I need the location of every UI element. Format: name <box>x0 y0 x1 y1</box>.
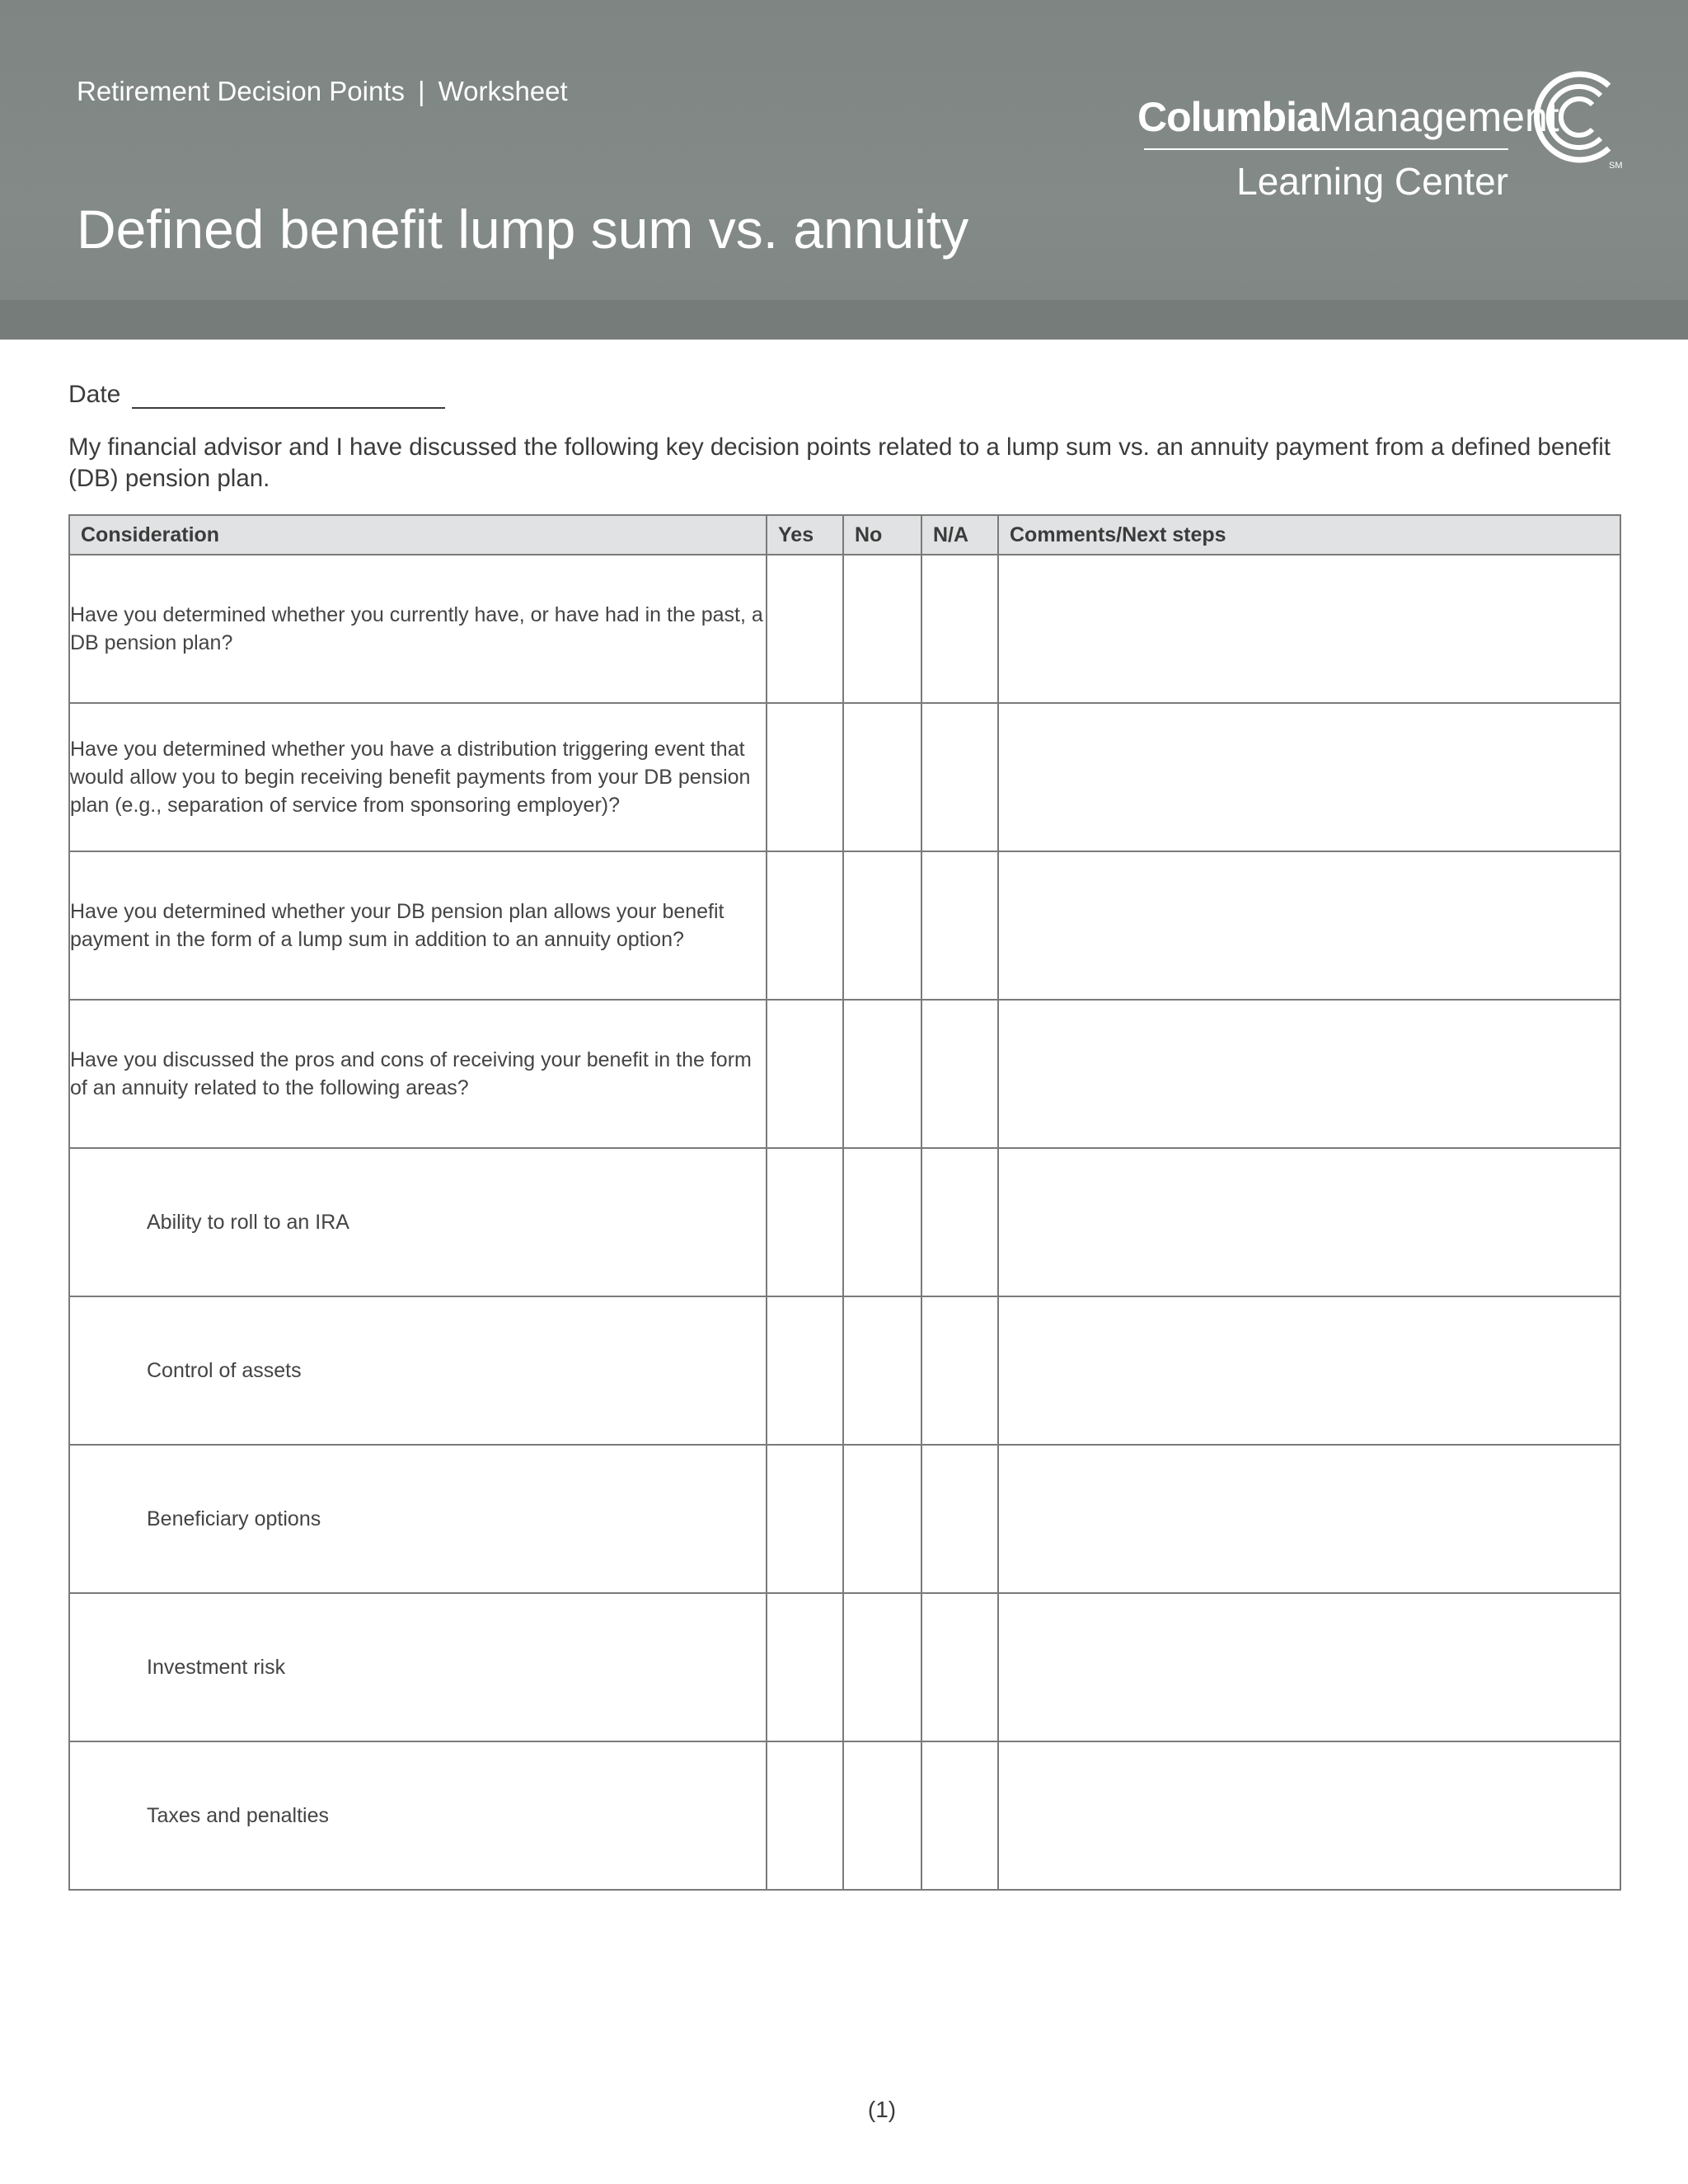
consideration-subitem-cell: Investment risk <box>69 1593 767 1741</box>
date-field <box>68 381 445 409</box>
yes-cell[interactable] <box>767 851 843 1000</box>
brand-wordmark <box>1137 92 1559 203</box>
brand-subtitle: Learning Center <box>1236 160 1508 203</box>
table-row <box>69 703 1620 851</box>
no-cell[interactable] <box>843 1445 921 1593</box>
table-row <box>69 1445 1620 1593</box>
table-row <box>69 1148 1620 1296</box>
table-row <box>69 1741 1620 1890</box>
na-cell[interactable] <box>921 1296 998 1445</box>
date-input-line[interactable] <box>132 384 445 409</box>
na-cell[interactable] <box>921 851 998 1000</box>
na-cell[interactable] <box>921 555 998 703</box>
comments-cell[interactable] <box>998 1741 1620 1890</box>
comments-cell[interactable] <box>998 1445 1620 1593</box>
table-row <box>69 555 1620 703</box>
brand-name-regular: Management <box>1318 94 1559 140</box>
yes-cell[interactable] <box>767 1445 843 1593</box>
breadcrumb-separator: | <box>418 76 425 106</box>
page-number: (1) <box>867 2097 897 2122</box>
header-yes: Yes <box>767 515 843 555</box>
breadcrumb <box>77 76 568 107</box>
yes-cell[interactable] <box>767 703 843 851</box>
table-header-row <box>69 515 1620 555</box>
consideration-cell: Have you determined whether you have a distribution triggering event that would allow you to begin receiving benefit payments from your DB pension plan (e.g., separation of service from sponsoring employer)? <box>69 703 767 851</box>
yes-cell[interactable] <box>767 1593 843 1741</box>
consideration-subitem-cell: Control of assets <box>69 1296 767 1445</box>
header-comments: Comments/Next steps <box>998 515 1620 555</box>
table-row <box>69 851 1620 1000</box>
na-cell[interactable] <box>921 703 998 851</box>
na-cell[interactable] <box>921 1445 998 1593</box>
breadcrumb-doc-type: Worksheet <box>438 76 568 106</box>
na-cell[interactable] <box>921 1148 998 1296</box>
header-band <box>0 300 1688 340</box>
na-cell[interactable] <box>921 1593 998 1741</box>
consideration-subitem-cell: Taxes and penalties <box>69 1741 767 1890</box>
comments-cell[interactable] <box>998 1000 1620 1148</box>
columbia-c-logo-icon <box>1528 66 1627 173</box>
no-cell[interactable] <box>843 555 921 703</box>
header-no: No <box>843 515 921 555</box>
comments-cell[interactable] <box>998 555 1620 703</box>
yes-cell[interactable] <box>767 1741 843 1890</box>
brand-name-bold: Columbia <box>1137 94 1319 140</box>
consideration-subitem-cell: Beneficiary options <box>69 1445 767 1593</box>
no-cell[interactable] <box>843 1296 921 1445</box>
comments-cell[interactable] <box>998 1593 1620 1741</box>
no-cell[interactable] <box>843 1148 921 1296</box>
no-cell[interactable] <box>843 1741 921 1890</box>
yes-cell[interactable] <box>767 1296 843 1445</box>
no-cell[interactable] <box>843 1000 921 1148</box>
consideration-subitem-cell: Ability to roll to an IRA <box>69 1148 767 1296</box>
no-cell[interactable] <box>843 1593 921 1741</box>
comments-cell[interactable] <box>998 1296 1620 1445</box>
table-row <box>69 1000 1620 1148</box>
brand-name <box>1137 92 1559 142</box>
table-row <box>69 1296 1620 1445</box>
page-title: Defined benefit lump sum vs. annuity <box>77 199 969 260</box>
header-na: N/A <box>921 515 998 555</box>
date-label: Date <box>68 381 121 408</box>
breadcrumb-section: Retirement Decision Points <box>77 76 405 106</box>
table-row <box>69 1593 1620 1741</box>
header-consideration: Consideration <box>69 515 767 555</box>
comments-cell[interactable] <box>998 851 1620 1000</box>
consideration-cell: Have you determined whether you currently have, or have had in the past, a DB pension plan? <box>69 555 767 703</box>
worksheet-table <box>68 514 1621 1891</box>
consideration-cell: Have you discussed the pros and cons of receiving your benefit in the form of an annuity related to the following areas? <box>69 1000 767 1148</box>
consideration-cell: Have you determined whether your DB pension plan allows your benefit payment in the form of a lump sum in addition to an annuity option? <box>69 851 767 1000</box>
yes-cell[interactable] <box>767 1000 843 1148</box>
yes-cell[interactable] <box>767 1148 843 1296</box>
no-cell[interactable] <box>843 703 921 851</box>
brand-divider <box>1144 148 1508 150</box>
comments-cell[interactable] <box>998 1148 1620 1296</box>
comments-cell[interactable] <box>998 703 1620 851</box>
no-cell[interactable] <box>843 851 921 1000</box>
na-cell[interactable] <box>921 1741 998 1890</box>
yes-cell[interactable] <box>767 555 843 703</box>
service-mark: SM <box>1609 161 1623 171</box>
na-cell[interactable] <box>921 1000 998 1148</box>
intro-paragraph: My financial advisor and I have discussed the following key decision points related to a lump sum vs. an annuity payment from a defined benefit (DB) pension plan. <box>68 434 1611 492</box>
page-header <box>0 0 1688 340</box>
